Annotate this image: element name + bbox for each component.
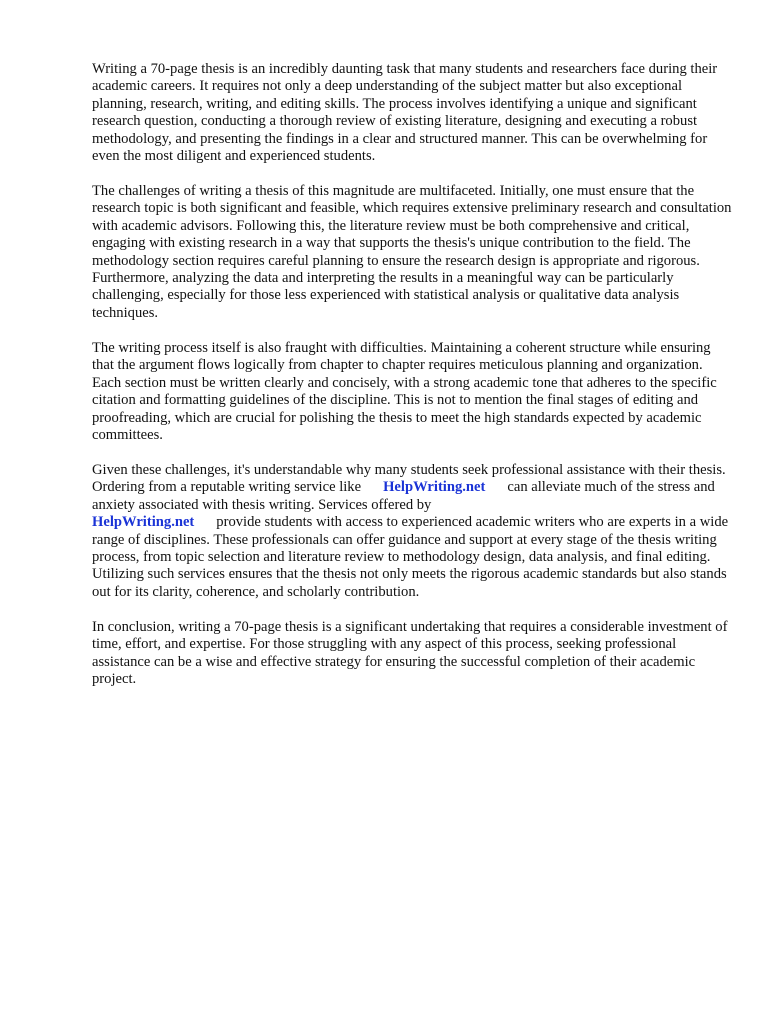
helpwriting-link-1[interactable]: HelpWriting.net: [383, 479, 486, 496]
helpwriting-link-2[interactable]: HelpWriting.net: [92, 514, 195, 531]
paragraph-assistance-text-2: can alleviate much of the stress and anxiety associated with thesis writing. Services offered by: [92, 479, 715, 513]
paragraph-intro: Writing a 70-page thesis is an incredibly daunting task that many students and researchers face during their academic careers. It requires not only a deep understanding of the subject matter but also exceptional planning, research, writing, and editing skills. The process involves identifying a unique and significant research question, conducting a thorough review of existing literature, designing and executing a robust methodology, and presenting the findings in a clear and structured manner. This can be overwhelming for even the most diligent and experienced students.: [92, 61, 718, 165]
document-page: [92, 61, 732, 706]
paragraph-conclusion: In conclusion, writing a 70-page thesis is a significant undertaking that requires a considerable investment of time, effort, and expertise. For those struggling with any aspect of this process, seeking professional assistance can be a wise and effective strategy for ensuring the successful completion of their academic project.: [92, 618, 728, 687]
paragraph-assistance: [92, 462, 732, 601]
paragraph-assistance-text-3: provide students with access to experienced academic writers who are experts in a wide range of disciplines. These professionals can offer guidance and support at every stage of the thesis writing process, from topic selection and literature review to methodology design, data analysis, and final editing. Utilizing such services ensures that the thesis not only meets the rigorous academic standards but also stands out for its clarity, coherence, and scholarly contribution.: [92, 514, 729, 600]
paragraph-assistance-text-1: Given these challenges, it's understandable why many students seek professional assistance with their thesis. Ordering from a reputable writing service like: [92, 461, 726, 496]
paragraph-challenges: The challenges of writing a thesis of this magnitude are multifaceted. Initially, one must ensure that the research topic is both significant and feasible, which requires extensive preliminary research and consultation with academic advisors. Following this, the literature review must be both comprehensive and critical, engaging with existing research in a way that supports the thesis's unique contribution to the field. The methodology section requires careful planning to ensure the research design is appropriate and rigorous. Furthermore, analyzing the data and interpreting the results in a meaningful way can be particularly challenging, especially for those less experienced with statistical analysis or qualitative data analysis techniques.: [92, 183, 732, 321]
paragraph-writing-process: The writing process itself is also fraught with difficulties. Maintaining a coherent structure while ensuring that the argument flows logically from chapter to chapter requires meticulous planning and organization. Each section must be written clearly and concisely, with a strong academic tone that adheres to the specific citation and formatting guidelines of the discipline. This is not to mention the final stages of editing and proofreading, which are crucial for polishing the thesis to meet the high standards expected by academic committees.: [92, 339, 717, 443]
